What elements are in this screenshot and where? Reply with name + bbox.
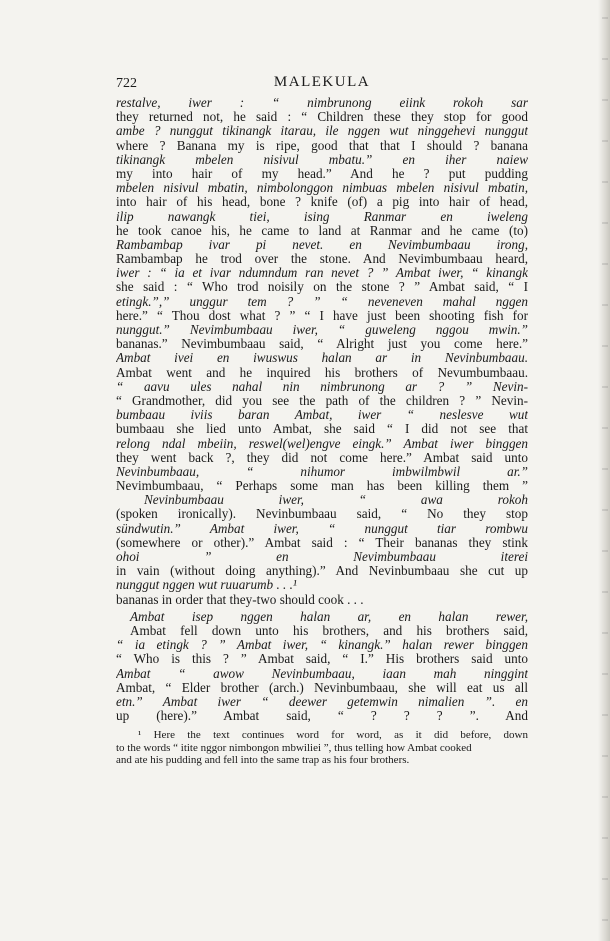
translation-line: they returned not, he said : “ Children these they stop for good (116, 110, 528, 125)
translation-line: Nevimbumbaau, “ Perhaps some man has been killing them ” (116, 479, 528, 494)
scan-edge-marks (602, 0, 608, 941)
vernacular-line: Nevinbumbaau iwer, “ awa rokoh (144, 493, 528, 508)
vernacular-line: Ambat isep nggen halan ar, en halan rewer, (130, 609, 528, 624)
vernacular-line: restalve, iwer : “ nimbrunong eiink rokoh sar (116, 96, 528, 110)
running-title: MALEKULA (273, 74, 371, 90)
vernacular-line: ohoi ” en Nevimbumbaau iterei (116, 550, 528, 564)
vernacular-line: Ambat “ awow Nevinbumbaau, iaan mah ninggint (116, 666, 528, 681)
translation-line: he took canoe his, he came to land at Ranmar and he came (to) (116, 223, 528, 238)
translation-line: “ Who is this ? ” Ambat said, “ I.” His brothers said unto (116, 652, 528, 667)
vernacular-line: “ aavu ules nahal nin nimbrunong ar ? ” Nevin- (116, 379, 528, 394)
translation-line: she said : “ Who trod noisily on the stone ? ” Ambat said, “ I (116, 280, 528, 295)
page (116, 74, 528, 766)
translation-line: bumbaau she lied unto Ambat, she said “ I did not see that (116, 422, 528, 437)
vernacular-line: ambe ? nunggut tikinangk itarau, ile nggen wut ninggehevi nunggut (116, 124, 528, 139)
translation-line: bananas in order that they-two should cook . . . (116, 592, 364, 607)
vernacular-line: Rambambap ivar pi nevet. en Nevimbumbaau irong, (116, 237, 528, 252)
translation-line: here.” “ Thou dost what ? ” “ I have just been shooting fish for (116, 308, 528, 323)
page-header (116, 74, 528, 94)
footnote-line: and ate his pudding and fell into the same trap as his four brothers. (116, 753, 410, 766)
footnote-line: to the words “ itite nggor nimbongon mbwiliei ”, thus telling how Ambat cooked (116, 741, 472, 754)
translation-line: in vain (without doing anything).” And Nevinbumbaau she cut up (116, 564, 528, 579)
translation-line: “ Grandmother, did you see the path of the children ? ” Nevin- (116, 393, 528, 408)
translation-line: where ? Banana my is ripe, good that that I should ? banana (116, 138, 528, 153)
translation-line: bananas.” Nevimbumbaau said, “ Alright just you come here.” (116, 337, 528, 352)
vernacular-line: Nevinbumbaau, “ nihumor imbwilmbwil ar.” (116, 464, 528, 479)
footnote (116, 729, 528, 766)
vernacular-line: nunggut nggen wut ruuarumb . . .¹ (116, 578, 297, 593)
translation-line: they went back ?, they did not come here.” Ambat said unto (116, 450, 528, 465)
translation-line: into hair of his head, bone ? knife (of) a pig into hair of head, (116, 195, 528, 210)
vernacular-line: tikinangk mbelen nisivul mbatu.” en iher naiew (116, 152, 528, 167)
interlinear-text (116, 96, 528, 723)
footnote-line: ¹ Here the text continues word for word, as it did before, down (138, 729, 528, 742)
translation-line: (somewhere or other).” Ambat said : “ Their bananas they stink (116, 535, 528, 550)
vernacular-line: etingk.”,” unggur tem ? ” “ neveneven mahal nggen (116, 294, 528, 309)
translation-line: Rambambap he trod over the stone. And Nevimbumbaau heard, (116, 252, 528, 267)
vernacular-line: mbelen nisivul mbatin, nimbolonggon nimbuas mbelen nisivul mbatin, (116, 181, 528, 196)
vernacular-line: nunggut.” Nevimbumbaau iwer, “ guweleng nggou mwin.” (116, 323, 528, 337)
vernacular-line: iwer : “ ia et ivar ndumndum ran nevet ? ” Ambat iwer, “ kinangk (116, 266, 528, 281)
vernacular-line: Ambat ivei en iwuswus halan ar in Nevinbumbaau. (116, 351, 528, 366)
translation-line: up (here).” Ambat said, “ ? ? ? ”. And (116, 709, 528, 724)
vernacular-line: sündwutin.” Ambat iwer, “ nunggut tiar rombwu (116, 521, 528, 536)
page-number: 722 (116, 76, 137, 91)
vernacular-line: etn.” Ambat iwer “ deewer getemwin nimalien ”. en (116, 694, 528, 709)
translation-line: my into hair of my head.” And he ? put pudding (116, 166, 528, 181)
vernacular-line: “ ia etingk ? ” Ambat iwer, “ kinangk.” halan rewer binggen (116, 638, 528, 653)
vernacular-line: ilip nawangk tiei, ising Ranmar en iweleng (116, 209, 528, 224)
translation-line: Ambat fell down unto his brothers, and his brothers said, (130, 623, 528, 638)
translation-line: Ambat, “ Elder brother (arch.) Nevinbumbaau, she will eat us all (116, 680, 528, 695)
translation-line: (spoken ironically). Nevinbumbaau said, “ No they stop (116, 507, 528, 522)
vernacular-line: bumbaau iviis baran Ambat, iwer “ neslesve wut (116, 408, 528, 423)
vernacular-line: relong ndal mbeiin, reswel(wel)engve eingk.” Ambat iwer binggen (116, 436, 528, 451)
translation-line: Ambat went and he inquired his brothers of Nevumbumbaau. (116, 365, 528, 380)
